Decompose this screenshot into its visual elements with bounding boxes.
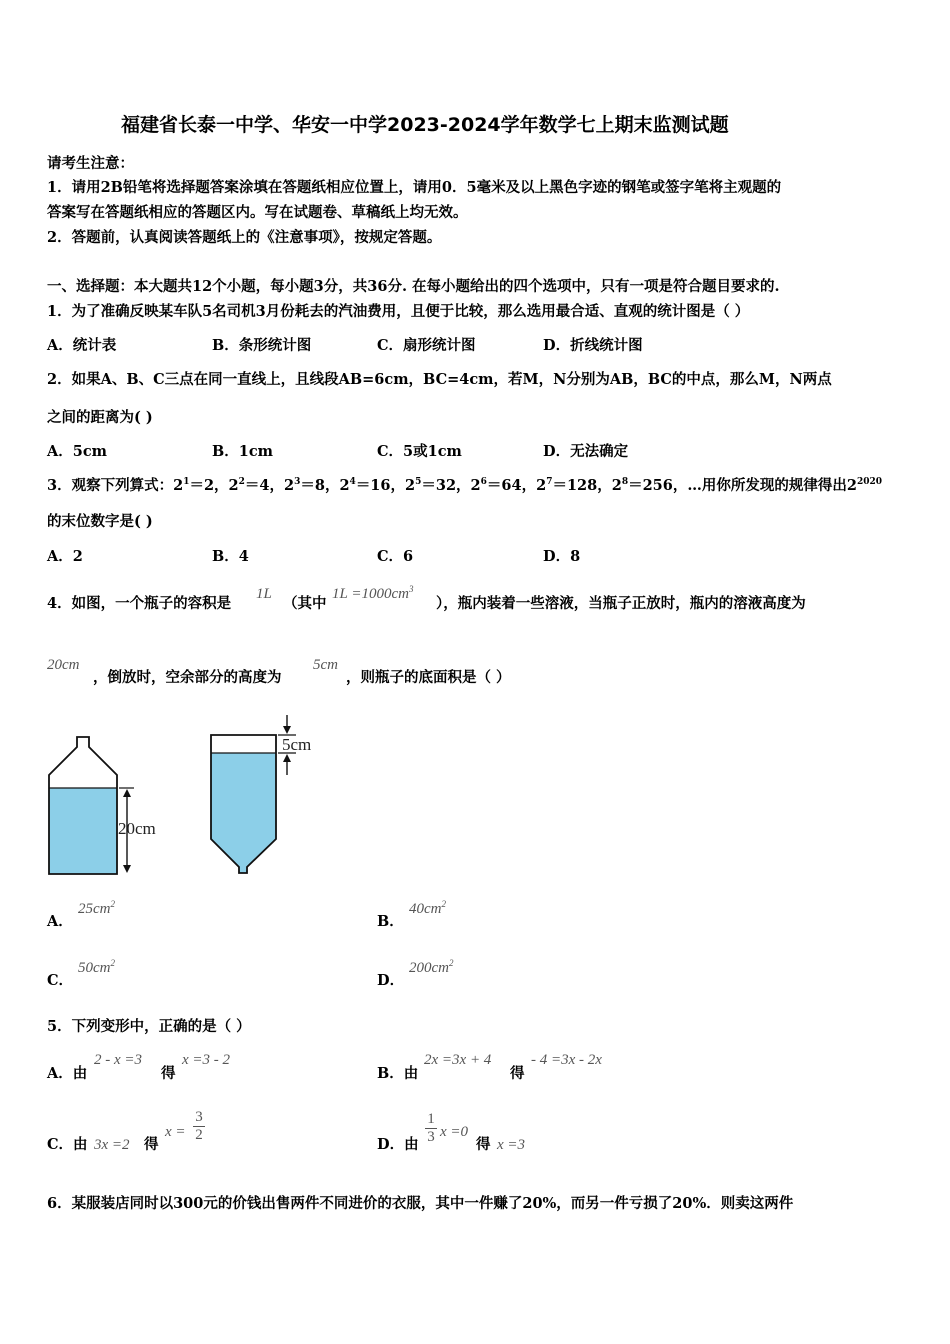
q5-option-d-de: 得 [476,1136,491,1153]
q4-stem-part2: （其中 [283,595,327,612]
q2-option-d: D．无法确定 [543,443,629,460]
inverted-solution [211,753,276,873]
notice-line-1b: 答案写在答题纸相应的答题区内。写在试题卷、草稿纸上均无效。 [47,204,468,221]
q2-stem-2: 之间的距离为( ) [47,409,153,426]
q5-option-a-math-1: 2 - x =3 [94,1052,143,1068]
q1-option-a: A．统计表 [47,337,117,354]
q5-option-c-de: 得 [144,1136,159,1153]
notice-line-2: 2．答题前，认真阅读答题纸上的《注意事项》，按规定答题。 [47,229,442,246]
q5-option-a-label: A．由 [47,1065,88,1082]
q4-option-d-value: $200cm^2$ [409,958,454,976]
notice-line-1: 1．请用2B铅笔将选择题答案涂填在答题纸相应位置上，请用0．5毫米及以上黑色字迹的钢笔或签字笔将主观题的 [47,179,782,196]
q4-stem-part3: ），瓶内装着一些溶液，当瓶子正放时，瓶内的溶液高度为 [436,595,806,612]
q1-option-b: B．条形统计图 [212,337,312,354]
q3-option-a: A．2 [47,548,83,565]
q2-option-a: A．5cm [47,443,108,460]
q3-stem-2: 的末位数字是( ) [47,513,153,530]
page-title: 福建省长泰一中学、华安一中学2023-2024学年数学七上期末监测试题 [121,114,729,136]
q3-option-c: C．6 [377,548,414,565]
q5-option-c-fraction [191,1109,207,1144]
q4-math-volume: $1L =1000cm^3$ [332,584,414,602]
q4-option-b-value: $40cm^2$ [409,899,446,917]
label-20cm: 20cm [118,819,156,838]
q6-stem: 6．某服装店同时以300元的价钱出售两件不同进价的衣服，其中一件赚了20%，而另一件亏损了20%．则卖这两件 [47,1195,794,1212]
q4-option-c-label: C． [47,972,74,989]
q5-option-b-label: B．由 [377,1065,419,1082]
q5-option-d-label: D．由 [377,1136,419,1153]
q4-option-a-label: A． [47,913,73,930]
q5-option-a-math-2: x =3 - 2 [182,1052,231,1068]
q5-option-c-denominator: 2 [195,1127,203,1143]
bottle-figure [40,705,340,885]
q5-option-c-label: C．由 [47,1136,88,1153]
q5-option-d-fraction [423,1111,439,1146]
q5-option-c-numerator: 3 [195,1109,203,1125]
q4-option-c-value: $50cm^2$ [78,958,115,976]
q5-option-d-math-1: x =0 [440,1124,469,1140]
q2-option-b: B．1cm [212,443,274,460]
q3-stem: 3．观察下列算式：$2^1=2$，$2^2=4$，$2^3=8$，$2^4=16$，$2^5=32$，$2^6=64$，$2^7=128$，$2^8=256$，…用你所发现的规律得出$2^{2020}$ [47,477,882,494]
q5-option-d-math-2: x =3 [497,1137,526,1153]
q5-option-b-de: 得 [510,1065,525,1082]
upright-solution [49,788,117,874]
q5-option-b-math-1: 2x =3x + 4 [424,1052,492,1068]
q4-option-b-label: B． [377,913,404,930]
q4-option-d-label: D． [377,972,405,989]
q5-stem: 5．下列变形中，正确的是（ ） [47,1018,251,1035]
q2-stem: 2．如果A、B、C三点在同一直线上，且线段AB=6cm，BC=4cm，若M，N分别为AB，BC的中点，那么M，N两点 [47,371,832,388]
inverted-bottle [211,735,276,873]
q4-math-20cm: 20cm [47,657,80,673]
q4-stem-part1: 4．如图，一个瓶子的容积是 [47,595,232,612]
q5-option-b-math-2: - 4 =3x - 2x [531,1052,602,1068]
q4-option-a-value: $25cm^2$ [78,899,115,917]
q5-option-c-math-1: 3x =2 [94,1137,130,1153]
q4-stem-part5: ，则瓶子的底面积是（ ） [346,669,511,686]
q2-option-c: C．5或1cm [377,443,462,460]
height-5cm-marker [278,715,311,775]
q4-math-5cm: 5cm [313,657,338,673]
label-5cm: 5cm [282,735,312,754]
q5-option-d-numerator: 1 [427,1111,435,1127]
section-heading: 一、选择题：本大题共12个小题，每小题3分，共36分. 在每小题给出的四个选项中，只有一项是符合题目要求的. [47,278,780,295]
height-20cm-marker [118,788,156,873]
q5-option-a-de: 得 [161,1065,176,1082]
upright-bottle [49,737,117,874]
q5-option-c-math-2: x = [165,1124,186,1140]
q5-option-d-denominator: 3 [427,1129,435,1145]
q1-option-d: D．折线统计图 [543,337,643,354]
q3-option-b: B．4 [212,548,249,565]
q1-stem: 1．为了准确反映某车队5名司机3月份耗去的汽油费用，且便于比较，那么选用最合适、直观的统计图是（ ） [47,303,750,320]
notice-heading: 请考生注意： [47,155,134,172]
q4-math-1L: 1L [256,586,272,602]
q3-option-d: D．8 [543,548,581,565]
q4-stem-part4: ，倒放时，空余部分的高度为 [93,669,282,686]
q1-option-c: C．扇形统计图 [377,337,476,354]
